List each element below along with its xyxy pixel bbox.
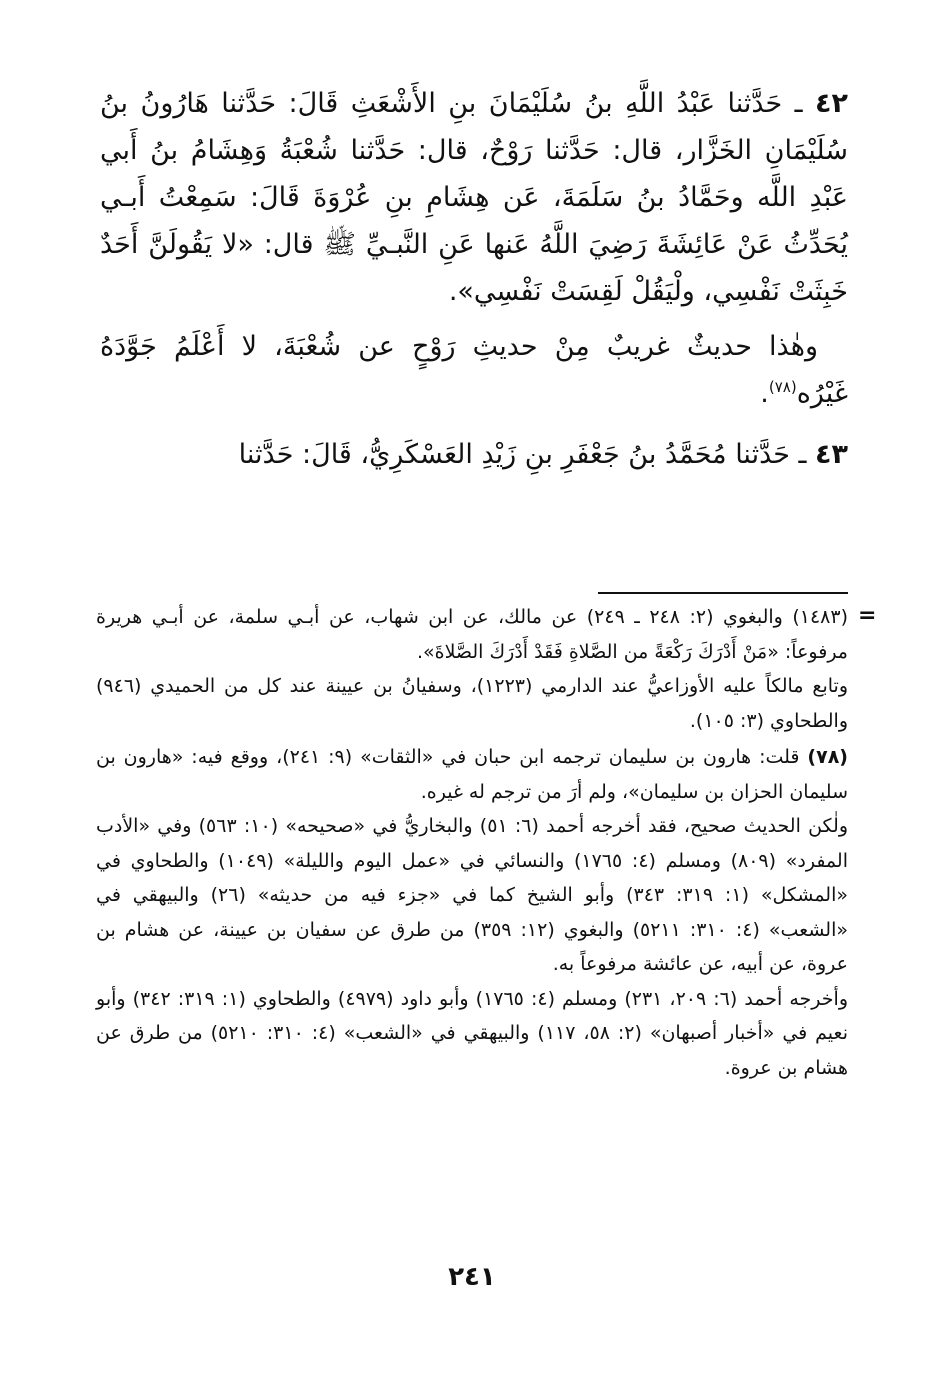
hadith-42-text: حَدَّثنا عَبْدُ اللَّهِ بنُ سُلَيْمَانَ بنِ الأَشْعَثِ قَالَ: حَدَّثنا هَارُونُ بنُ سُلَيْمَانِ الخَزَّار، قال: حَدَّثنا رَوْحٌ، قال: حَدَّثنا شُعْبَةُ وَهِشَامُ بنُ أَبي عَبْدِ اللَّه وحَمَّادُ بنُ سَلَمَةَ، عَن هِشَامِ بنِ عُرْوَةَ قَالَ: سَمِعْتُ أَبـي يُحَدِّثُ عَنْ عَائِشَةَ رَضِيَ اللَّهُ عَنها عَنِ النَّبـيِّ ﷺ قال: «لا يَقُولَنَّ أَحَدٌ خَبِثَتْ نَفْسِي، ولْيَقُلْ لَقِسَتْ نَفْسِي». <box>100 88 848 307</box>
hadith-43-dash: ـ <box>789 439 816 470</box>
footnotes-block <box>96 600 848 1085</box>
main-text-block <box>100 80 848 478</box>
hadith-43-paragraph <box>100 431 848 478</box>
page-number: ٢٤١ <box>448 1262 496 1292</box>
author-note-end: . <box>760 378 769 409</box>
footnote-78-para-2: ولٰكن الحديث صحيح، فقد أخرجه أحمد (٦: ٥١) والبخاريُّ في «صحيحه» (١٠: ٥٦٣) وفي «الأدب المفرد» (٨٠٩) ومسلم (٤: ١٧٦٥) والنسائي في «عمل اليوم والليلة» (١٠٤٩) والطحاوي في «المشكل» (١: ٣١٩: ٣٤٣) وأبو الشيخ كما في «جزء فيه من حديثه» (٢٦) والبيهقي في «الشعب» (٤: ٣١٠: ٥٢١١) والبغوي (١٢: ٣٥٩) من طرق عن سفيان بن عيينة، عن هشام بن عروة، عن أبيه، عن عائشة مرفوعاً به. <box>96 815 848 975</box>
hadith-43-text: حَدَّثنا مُحَمَّدُ بنُ جَعْفَرِ بنِ زَيْدِ العَسْكَرِيُّ، قَالَ: حَدَّثنا <box>238 439 790 470</box>
footnote-78-para-1: قلت: هارون بن سليمان ترجمه ابن حبان في «الثقات» (٩: ٢٤١)، ووقع فيه: «هارون بن سليمان الحزان بن سليمان»، ولم أرَ من ترجم له غيره. <box>96 746 848 803</box>
footnote-78-para-3: وأخرجه أحمد (٦: ٢٠٩، ٢٣١) ومسلم (٤: ١٧٦٥) وأبو داود (٤٩٧٩) والطحاوي (١: ٣١٩: ٣٤٢) وأبو نعيم في «أخبار أصبهان» (٢: ٥٨، ١١٧) والبيهقي في «الشعب» (٤: ٣١٠: ٥٢١٠) من طرق عن هشام بن عروة. <box>96 987 848 1079</box>
author-note-text: وهٰذا حديثٌ غريبٌ مِنْ حديثِ رَوْحٍ عن شُعْبَةَ، لا أَعْلَمُ جَوَّدَهُ غَيْرُه <box>100 331 848 409</box>
hadith-42-number: ٤٢ <box>815 88 848 119</box>
author-note-paragraph <box>100 323 848 417</box>
hadith-43-number: ٤٣ <box>815 439 848 470</box>
footnote-78-label: (٧٨) <box>807 746 848 768</box>
footnote-previous-continued-2: وتابع مالكاً عليه الأوزاعيُّ عند الدارمي (١٢٢٣)، وسفيانُ بن عيينة عند كل من الحميدي (٩٤٦) والطحاوي (٣: ١٠٥). <box>96 675 848 732</box>
footnote-continuation-mark: = <box>858 603 877 628</box>
footnote-78-first <box>96 740 848 809</box>
footnote-ref-78: (٧٨) <box>768 378 797 396</box>
hadith-42-paragraph <box>100 80 848 315</box>
hadith-42-dash: ـ <box>782 88 816 119</box>
footnote-separator <box>598 592 848 594</box>
footnote-previous-continued-1: (١٤٨٣) والبغوي (٢: ٢٤٨ ـ ٢٤٩) عن مالك، عن ابن شهاب، عن أبـي سلمة، عن أبـي هريرة مرفوعاً: «مَنْ أَدْرَكَ رَكْعَةً من الصَّلاةِ فَقَدْ أَدْرَكَ الصَّلاةَ». <box>96 606 848 663</box>
